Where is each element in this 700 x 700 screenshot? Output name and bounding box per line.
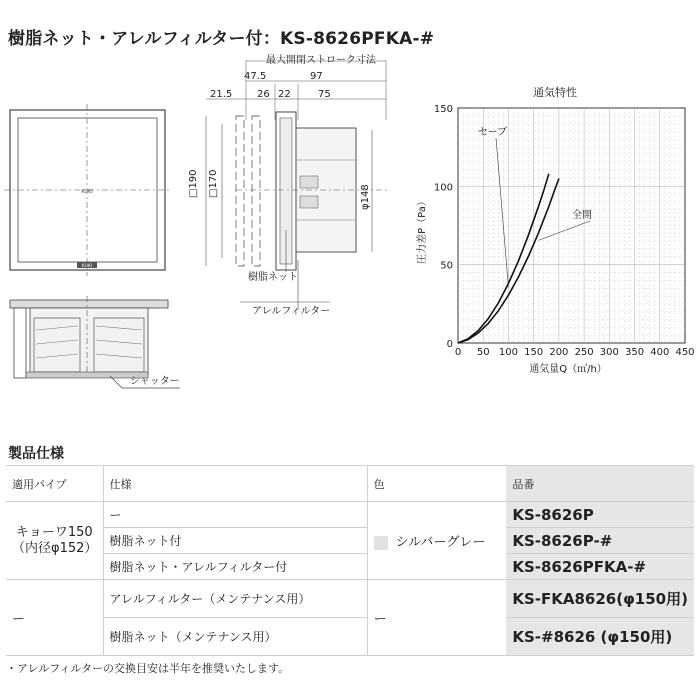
cell-spec: 樹脂ネット（メンテナンス用） <box>103 618 367 656</box>
page-title: 樹脂ネット・アレルフィルター付：KS-8626PFKA-# <box>8 29 435 49</box>
chart-y-tick: 50 <box>440 260 453 272</box>
table-row <box>6 502 694 528</box>
pipe-line2: （内径φ152） <box>12 540 98 556</box>
front-center-label: KUKI <box>81 189 93 195</box>
cell-part: KS-8626P <box>506 502 694 528</box>
cell-part: KS-FKA8626(φ150用) <box>506 580 694 618</box>
header-spec: 仕様 <box>103 466 367 502</box>
chart-y-tick: 100 <box>433 182 453 194</box>
chart-x-tick: 350 <box>625 347 645 358</box>
cell-pipe-group1 <box>6 502 103 580</box>
header-part: 品番 <box>506 466 694 502</box>
cell-spec: 樹脂ネット付 <box>103 528 367 554</box>
table-row <box>6 528 694 554</box>
table-row <box>6 618 694 656</box>
dim-170: □170 <box>208 169 219 198</box>
table-header-row <box>6 466 694 502</box>
chart-y-tick: 150 <box>433 104 453 115</box>
dim-190: □190 <box>188 169 199 198</box>
table-row <box>6 554 694 580</box>
chart-ylabel: 圧力差P（Pa） <box>417 196 428 264</box>
chart-series-label: 全開 <box>572 210 592 221</box>
header-color: 色 <box>367 466 506 502</box>
dim-97: 97 <box>310 71 323 82</box>
dim-75: 75 <box>318 89 331 100</box>
dim-max-stroke: 最大開閉ストローク寸法 <box>266 55 376 66</box>
footnote: ・アレルフィルターの交換目安は半年を推奨いたします。 <box>6 662 290 675</box>
header-pipe: 適用パイプ <box>6 466 103 502</box>
chart-x-tick: 200 <box>549 347 569 358</box>
spec-table <box>6 465 694 656</box>
chart-y-tick: 0 <box>446 339 453 350</box>
chart-x-tick: 0 <box>454 347 462 358</box>
chart-xlabel: 通気量Q（㎥/h） <box>529 364 607 375</box>
cell-color-group2: ー <box>367 580 506 656</box>
dim-22: 22 <box>278 89 291 100</box>
pipe-line1: キョーワ150 <box>15 524 93 540</box>
chart-x-tick: 50 <box>476 347 490 358</box>
chart-x-tick: 300 <box>599 347 619 358</box>
chart-x-tick: 400 <box>650 347 670 358</box>
cell-spec: 樹脂ネット・アレルフィルター付 <box>103 554 367 580</box>
cell-part: KS-8626P-# <box>506 528 694 554</box>
chart-series-label: セーブ <box>478 127 508 138</box>
spec-section-title: 製品仕様 <box>8 446 64 462</box>
chart-x-tick: 450 <box>675 347 695 358</box>
dim-26: 26 <box>257 89 270 100</box>
color-swatch <box>374 536 388 550</box>
chart-x-tick: 150 <box>524 347 544 358</box>
dim-21-5: 21.5 <box>210 89 233 100</box>
dim-47-5: 47.5 <box>244 71 267 82</box>
label-filter: アレルフィルター <box>252 306 331 317</box>
cell-pipe-group2: ー <box>6 580 103 656</box>
cell-part: KS-8626PFKA-# <box>506 554 694 580</box>
label-net: 樹脂ネット <box>248 272 298 283</box>
cell-spec: ー <box>103 502 367 528</box>
label-shutter: シャッター <box>130 376 180 387</box>
cell-part: KS-#8626 (φ150用) <box>506 618 694 656</box>
color-label: シルバーグレー <box>395 535 486 550</box>
chart-x-tick: 250 <box>574 347 594 358</box>
chart-x-tick: 100 <box>498 347 518 358</box>
cell-spec: アレルフィルター（メンテナンス用） <box>103 580 367 618</box>
front-badge-label: KUKI <box>81 264 93 269</box>
dim-148: φ148 <box>360 184 371 210</box>
table-row <box>6 580 694 618</box>
chart-title: 通気特性 <box>533 86 577 99</box>
cell-color-group1 <box>367 502 506 580</box>
